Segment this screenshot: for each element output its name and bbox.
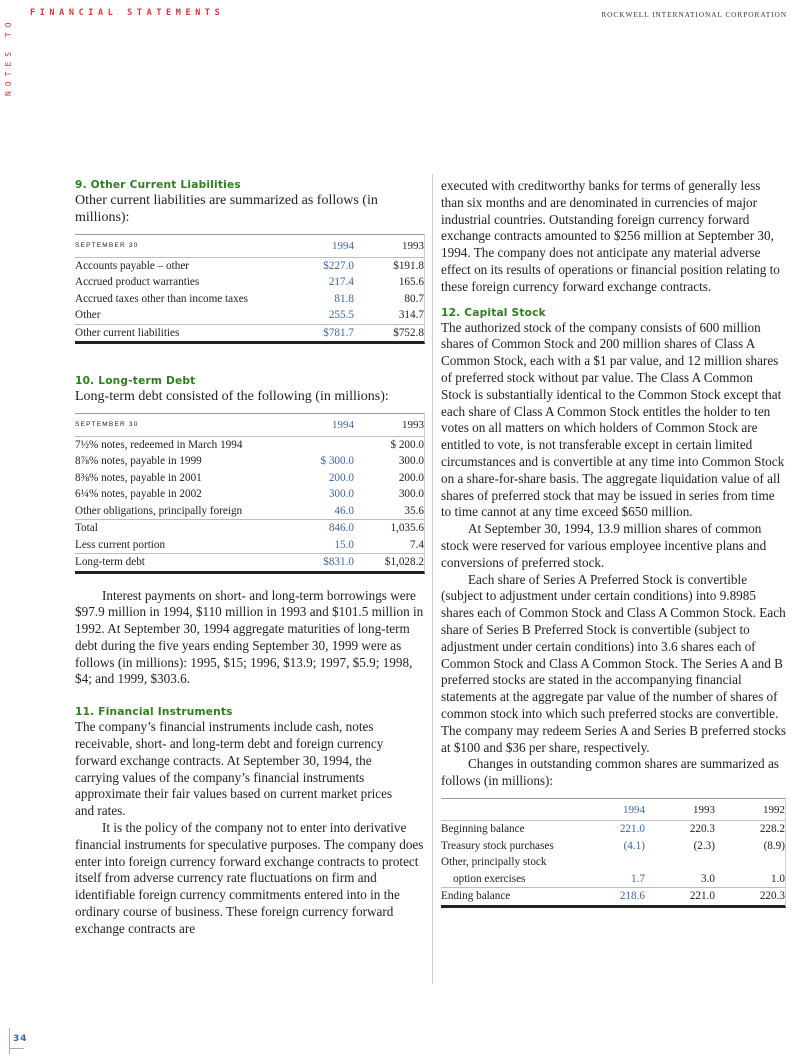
table-header-row: SEPTEMBER 30 1994 1993 xyxy=(75,235,424,257)
table-total-row: Ending balance 218.6 221.0 220.3 xyxy=(441,888,785,905)
note11-paragraph2: It is the policy of the company not to enter into derivative financial instruments for speculative purposes. The company does enter into foreign currency forward exchange contracts to protect itself from adverse currency rate fluctuations on firm and identifiable foreign currency commitments entered into in the ordinary course of business. These foreign currency forward exchange contracts are xyxy=(75,820,424,936)
table-row: Other 255.5 314.7 xyxy=(75,309,424,321)
table-row: Less current portion 15.0 7.4 xyxy=(75,538,424,551)
table-row: option exercises 1.7 3.0 1.0 xyxy=(453,872,785,885)
note12-paragraph4: Changes in outstanding common shares are summarized as follows (in millions): xyxy=(441,756,779,789)
left-column xyxy=(75,178,425,938)
side-section-label: NOTES TO xyxy=(4,17,13,96)
table-row: 6¼% notes, payable in 2002 300.0 300.0 xyxy=(75,488,424,500)
note11-continuation: executed with creditworthy banks for terms of generally less than six months and are denominated in currencies of major industrial countries. Outstanding foreign currency forward exchange contracts amounted to $256 million at September 30, 1994. The company does not anticipate any material adverse effect on its results of operations or financial position relating to these foreign currency forward exchange contracts. xyxy=(441,178,780,294)
note9-intro: Other current liabilities are summarized as follows (in millions): xyxy=(75,193,378,225)
table-row: 8⅞% notes, payable in 1999 $ 300.0 300.0 xyxy=(75,455,424,467)
note10-paragraph: Interest payments on short- and long-term borrowings were $97.9 million in 1994, $110 million in 1993 and $101.5 million in 1992. At September 30, 1994 aggregate maturities of long-term debt during the five years ending September 30, 1999 were as follows (in millions): 1995, $15; 1996, $13.9; 1997, $5.9; 1998, $4; and 1999, $303.6. xyxy=(75,587,424,687)
note9-title: 9. Other Current Liabilities xyxy=(75,179,241,191)
table-row: 7½% notes, redeemed in March 1994 $ 200.0 xyxy=(75,438,424,451)
table-row: Accrued product warranties 217.4 165.6 xyxy=(75,276,424,288)
note12-paragraph3: Each share of Series A Preferred Stock is convertible (subject to adjustment under certain conditions) into 9.8985 shares each of Common Stock and Class A Common Stock. Each share of Series B Preferred Stock is convertible (subject to adjustment under certain conditions) into 3.6 shares each of Common Stock and Class A Common Stock. The Series A and B preferred stocks are stated in the accompanying financial statements at the aggregate par value of the number of shares of common stock into which such preferred stocks are convertible. The company may redeem Series A and Series B preferred stocks at $100 and $36 per share, respectively. xyxy=(441,571,786,755)
column-divider xyxy=(432,174,433,984)
note12-paragraph1: The authorized stock of the company consists of 600 million shares of Common Stock and 200 million shares of Class A Common Stock, each with a $1 par value, and 12 million shares of preferred stock without par value. The Class A Common Stock is substantially identical to the Common Stock except that each share of Class A Common Stock entitles the holder to ten votes on all matters on which holders of Common Stock are entitled to vote, is not transferable except in certain limited circumstances and is convertible at any time into Common Stock on a share-for-share basis. The aggregate liquidation value of all shares of preferred stock that may be issued in series from time to time cannot at any time exceed $650 million. xyxy=(441,319,785,520)
table-subtotal-row: Total 846.0 1,035.6 xyxy=(75,520,424,537)
table-total-row: Other current liabilities $781.7 $752.8 xyxy=(75,324,424,341)
table-row: Treasury stock purchases (4.1) (2.3) (8.9) xyxy=(441,839,785,852)
table-header-row: 1994 1993 1992 xyxy=(441,799,785,821)
table-row: 8⅜% notes, payable in 2001 200.0 200.0 xyxy=(75,471,424,484)
table-row: Other obligations, principally foreign 46.0 35.6 xyxy=(75,504,424,517)
section-label: FINANCIAL STATEMENTS xyxy=(30,8,225,18)
note11-title: 11. Financial Instruments xyxy=(75,706,233,719)
note10-title: 10. Long-term Debt xyxy=(75,375,196,387)
table-row: Accounts payable – other $227.0 $191.8 xyxy=(75,259,424,272)
company-name: ROCKWELL INTERNATIONAL CORPORATION xyxy=(601,10,787,19)
note12-title: 12. Capital Stock xyxy=(441,306,546,319)
table-row: Beginning balance 221.0 220.3 228.2 xyxy=(441,823,785,836)
other-current-liabilities-table xyxy=(75,234,425,344)
right-column xyxy=(441,178,786,908)
table-row: Accrued taxes other than income taxes 81.8 80.7 xyxy=(75,292,424,305)
table-header-row: SEPTEMBER 30 1994 1993 xyxy=(75,414,424,436)
table-row: Other, principally stock xyxy=(441,856,547,869)
note10-intro: Long-term debt consisted of the following (in millions): xyxy=(75,389,389,404)
page-number: 34 xyxy=(13,1034,28,1044)
note11-paragraph1: The company’s financial instruments include cash, notes receivable, short- and long-term debt and foreign currency forward exchange contracts. At September 30, 1994, the carrying values of the company’s financial instruments approximate their fair values based on current market prices and rates. xyxy=(75,719,393,819)
table-total-row: Long-term debt $831.0 $1,028.2 xyxy=(75,554,424,571)
long-term-debt-table xyxy=(75,413,425,574)
common-shares-table xyxy=(441,798,786,908)
note12-paragraph2: At September 30, 1994, 13.9 million shares of common stock were reserved for various employee incentive plans and conversions of preferred stock. xyxy=(441,521,767,570)
